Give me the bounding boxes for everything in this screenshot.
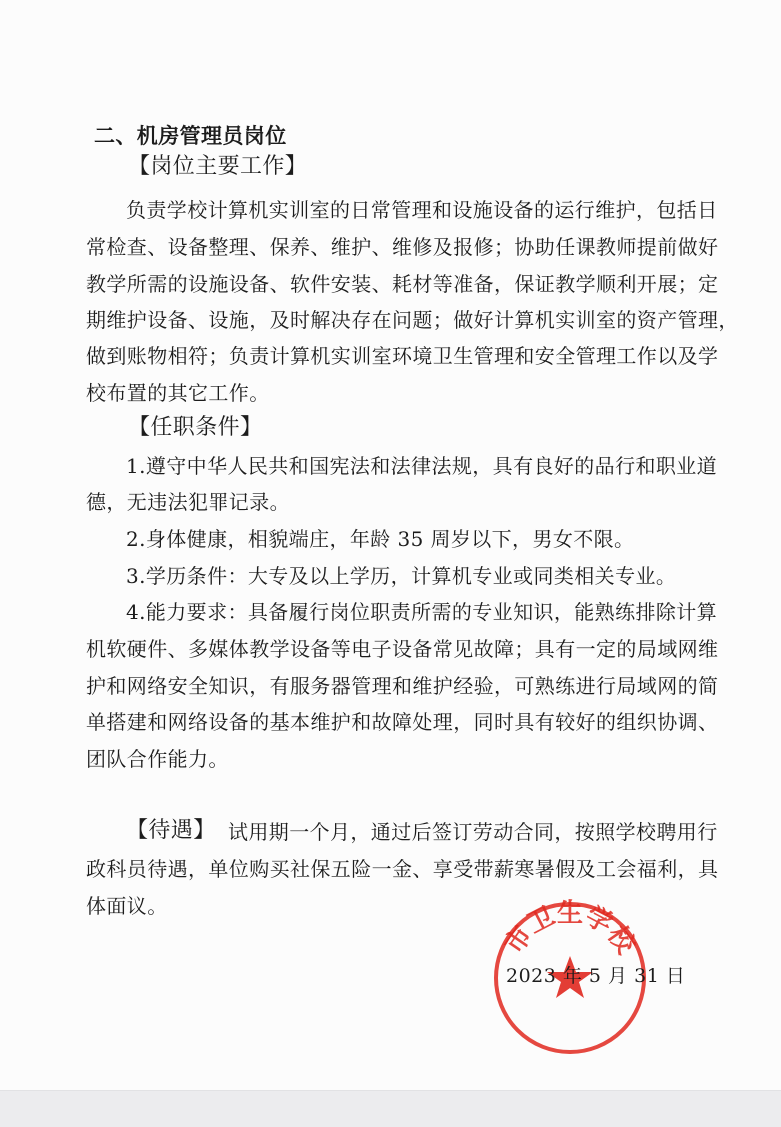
requirements-line-4: 3.学历条件：大专及以上学历，计算机专业或同类相关专业。 bbox=[126, 564, 677, 588]
benefits-line-3: 体面议。 bbox=[86, 894, 168, 918]
duties-label: 【岗位主要工作】 bbox=[128, 154, 308, 179]
benefits-line-2: 政科员待遇，单位购买社保五险一金、享受带薪寒暑假及工会福利，具 bbox=[86, 857, 719, 881]
benefits-line-1: 试用期一个月，通过后签订劳动合同，按照学校聘用行 bbox=[228, 820, 718, 844]
requirements-line-2: 德，无违法犯罪记录。 bbox=[86, 490, 290, 514]
requirements-line-6: 机软硬件、多媒体教学设备等电子设备常见故障；具有一定的局域网维 bbox=[86, 637, 719, 661]
requirements-line-1: 1.遵守中华人民共和国宪法和法律法规，具有良好的品行和职业道 bbox=[126, 454, 718, 478]
viewer-footer-bar bbox=[0, 1090, 781, 1127]
requirements-line-8: 单搭建和网络设备的基本维护和故障处理，同时具有较好的组织协调、 bbox=[86, 710, 719, 734]
requirements-label: 【任职条件】 bbox=[128, 415, 263, 440]
duties-line-3: 教学所需的设施设备、软件安装、耗材等准备，保证教学顺利开展；定 bbox=[86, 272, 719, 296]
section-title: 二、机房管理员岗位 bbox=[94, 124, 287, 148]
duties-line-5: 做到账物相符；负责计算机实训室环境卫生管理和安全管理工作以及学 bbox=[86, 344, 719, 368]
requirements-line-9: 团队合作能力。 bbox=[86, 747, 229, 771]
requirements-line-5: 4.能力要求：具备履行岗位职责所需的专业知识，能熟练排除计算 bbox=[126, 600, 718, 624]
duties-line-1: 负责学校计算机实训室的日常管理和设施设备的运行维护，包括日 bbox=[126, 198, 718, 222]
benefits-label: 【待遇】 bbox=[126, 818, 216, 843]
duties-line-2: 常检查、设备整理、保养、维护、维修及报修；协助任课教师提前做好 bbox=[86, 235, 719, 259]
requirements-line-3: 2.身体健康，相貌端庄，年龄 35 周岁以下，男女不限。 bbox=[126, 527, 635, 551]
issue-date: 2023 年 5 月 31 日 bbox=[506, 965, 686, 987]
duties-line-4: 期维护设备、设施，及时解决存在问题；做好计算机实训室的资产管理， bbox=[86, 308, 739, 332]
svg-text:市卫生学校 bbox=[499, 898, 642, 960]
duties-line-6: 校布置的其它工作。 bbox=[86, 381, 270, 405]
stamp-text: 市卫生学校 bbox=[499, 898, 641, 960]
requirements-line-7: 护和网络安全知识，有服务器管理和维护经验，可熟练进行局域网的简 bbox=[86, 674, 719, 698]
